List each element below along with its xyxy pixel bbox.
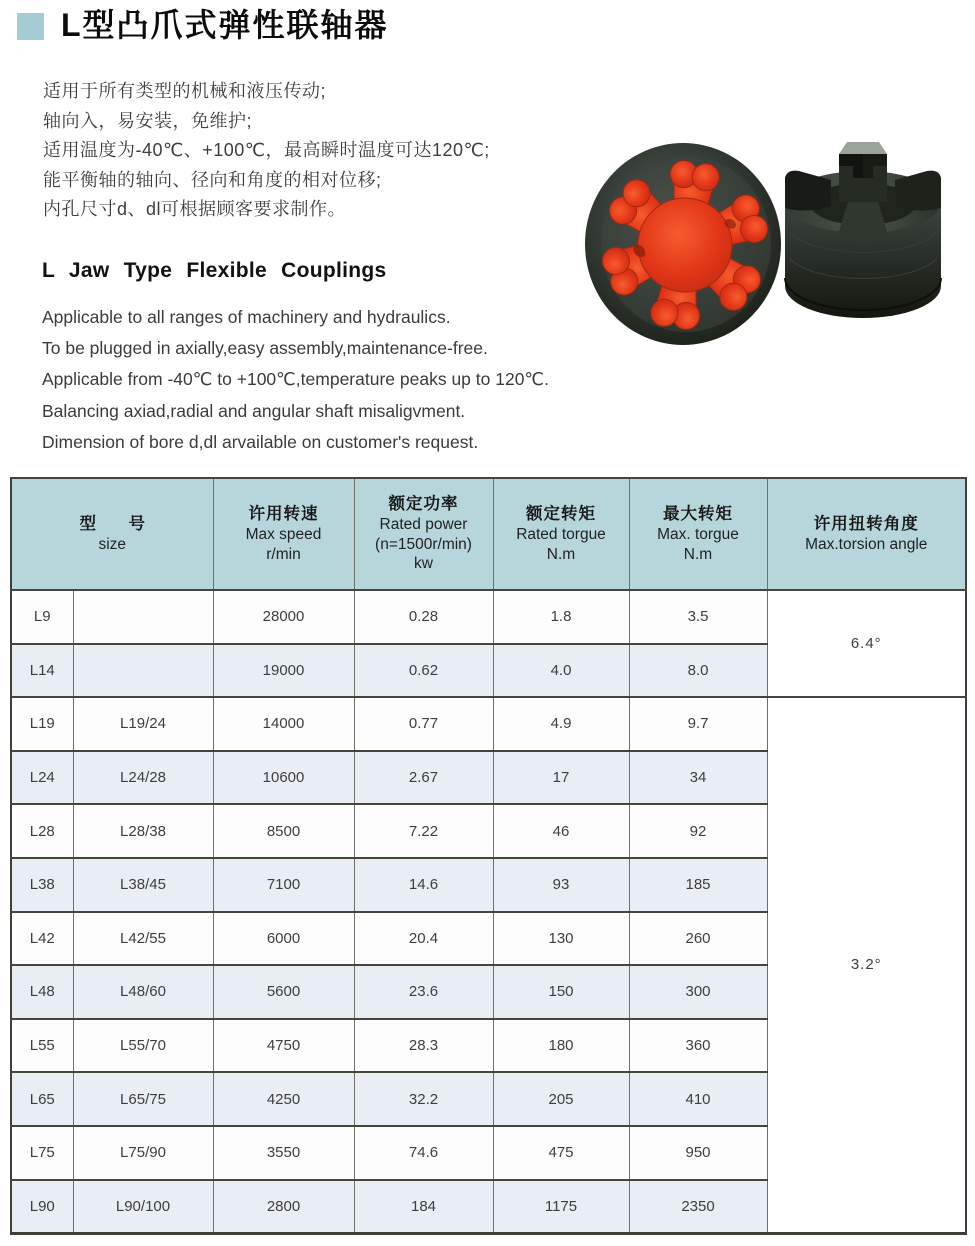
cell-model: L90: [11, 1180, 73, 1234]
cell-model: L28: [11, 804, 73, 858]
cell-power: 184: [354, 1180, 493, 1234]
header-model-cn: 型 号: [79, 514, 153, 533]
table-row: [11, 590, 966, 644]
header-max-torque: 最大转矩 Max. torgue N.m: [629, 478, 767, 590]
cell-power: 2.67: [354, 751, 493, 805]
cell-max: 185: [629, 858, 767, 912]
cell-size: L24/28: [73, 751, 213, 805]
cell-speed: 7100: [213, 858, 354, 912]
cell-rated: 130: [493, 912, 629, 966]
cell-rated: 4.0: [493, 644, 629, 698]
cell-model: L55: [11, 1019, 73, 1073]
cell-size: L38/45: [73, 858, 213, 912]
cell-speed: 19000: [213, 644, 354, 698]
cell-rated: 205: [493, 1072, 629, 1126]
intro-en-line: Dimension of bore d,dl arvailable on customer's request.: [42, 431, 479, 452]
cell-size: L65/75: [73, 1072, 213, 1126]
cell-torsion-angle: 3.2°: [767, 697, 966, 1233]
cell-power: 0.28: [354, 590, 493, 644]
spec-table: [10, 477, 967, 1235]
cell-rated: 1.8: [493, 590, 629, 644]
intro-en-line: Applicable to all ranges of machinery and hydraulics.: [42, 307, 451, 327]
product-photo-coupling-spider: [583, 141, 785, 347]
cell-speed: 2800: [213, 1180, 354, 1234]
cell-size: L42/55: [73, 912, 213, 966]
cell-torsion-angle: 6.4°: [767, 590, 966, 697]
cell-model: L48: [11, 965, 73, 1019]
cell-rated: 4.9: [493, 697, 629, 751]
section-title-english: L Jaw Type Flexible Couplings: [42, 259, 387, 282]
cell-model: L75: [11, 1126, 73, 1180]
table-header-row: [11, 478, 966, 590]
cell-max: 2350: [629, 1180, 767, 1234]
cell-rated: 475: [493, 1126, 629, 1180]
cell-max: 3.5: [629, 590, 767, 644]
cell-max: 9.7: [629, 697, 767, 751]
intro-chinese: [43, 77, 490, 225]
page-header: [17, 5, 389, 45]
cell-power: 14.6: [354, 858, 493, 912]
header-model-en: size: [98, 535, 127, 553]
intro-cn-line: 能平衡轴的轴向、径向和角度的相对位移;: [43, 169, 382, 190]
header-torsion-angle: 许用扭转角度 Max.torsion angle: [767, 478, 966, 590]
cell-power: 7.22: [354, 804, 493, 858]
page-title: L型凸爪式弹性联轴器: [61, 7, 389, 43]
cell-speed: 4250: [213, 1072, 354, 1126]
cell-size: L48/60: [73, 965, 213, 1019]
cell-power: 74.6: [354, 1126, 493, 1180]
cell-model: L42: [11, 912, 73, 966]
cell-rated: 46: [493, 804, 629, 858]
cell-size: L28/38: [73, 804, 213, 858]
cell-speed: 4750: [213, 1019, 354, 1073]
cell-speed: 6000: [213, 912, 354, 966]
cell-speed: 8500: [213, 804, 354, 858]
cell-power: 32.2: [354, 1072, 493, 1126]
cell-speed: 28000: [213, 590, 354, 644]
intro-en-line: Applicable from -40℃ to +100℃,temperature peaks up to 120℃.: [42, 369, 549, 390]
cell-max: 92: [629, 804, 767, 858]
product-photo-jaw-hub: [779, 138, 947, 334]
cell-model: L38: [11, 858, 73, 912]
header-max-speed: 许用转速 Max speed r/min: [213, 478, 354, 590]
cell-size: L90/100: [73, 1180, 213, 1234]
cell-max: 410: [629, 1072, 767, 1126]
title-bullet-square: [17, 13, 44, 40]
cell-rated: 17: [493, 751, 629, 805]
intro-cn-line: 轴向入，易安装，免维护;: [43, 110, 252, 131]
intro-en-line: To be plugged in axially,easy assembly,maintenance-free.: [42, 338, 488, 359]
cell-power: 23.6: [354, 965, 493, 1019]
table-row: [11, 697, 966, 751]
cell-speed: 14000: [213, 697, 354, 751]
cell-size: [73, 644, 213, 698]
cell-speed: 3550: [213, 1126, 354, 1180]
cell-rated: 180: [493, 1019, 629, 1073]
cell-size: L75/90: [73, 1126, 213, 1180]
cell-size: [73, 590, 213, 644]
cell-max: 360: [629, 1019, 767, 1073]
intro-english: [42, 302, 549, 458]
cell-rated: 1175: [493, 1180, 629, 1234]
cell-model: L14: [11, 644, 73, 698]
cell-power: 0.62: [354, 644, 493, 698]
cell-power: 0.77: [354, 697, 493, 751]
cell-size: L19/24: [73, 697, 213, 751]
cell-speed: 5600: [213, 965, 354, 1019]
header-rated-torque: 额定转矩 Rated torgue N.m: [493, 478, 629, 590]
cell-max: 34: [629, 751, 767, 805]
table-body: [11, 590, 966, 1233]
cell-model: L9: [11, 590, 73, 644]
cell-model: L19: [11, 697, 73, 751]
intro-en-line: Balancing axiad,radial and angular shaft misaligvment.: [42, 400, 466, 421]
cell-rated: 150: [493, 965, 629, 1019]
cell-model: L24: [11, 751, 73, 805]
cell-rated: 93: [493, 858, 629, 912]
intro-cn-line: 适用温度为-40℃、+100℃，最高瞬时温度可达120℃;: [43, 140, 490, 160]
intro-cn-line: 适用于所有类型的机械和液压传动;: [43, 81, 326, 101]
header-rated-power: 额定功率 Rated power (n=1500r/min) kw: [354, 478, 493, 590]
header-model: [11, 478, 213, 590]
cell-max: 260: [629, 912, 767, 966]
cell-max: 300: [629, 965, 767, 1019]
cell-max: 950: [629, 1126, 767, 1180]
intro-cn-line: 内孔尺寸d、dl可根据顾客要求制作。: [43, 199, 347, 219]
cell-size: L55/70: [73, 1019, 213, 1073]
cell-model: L65: [11, 1072, 73, 1126]
cell-speed: 10600: [213, 751, 354, 805]
cell-power: 28.3: [354, 1019, 493, 1073]
cell-max: 8.0: [629, 644, 767, 698]
cell-power: 20.4: [354, 912, 493, 966]
